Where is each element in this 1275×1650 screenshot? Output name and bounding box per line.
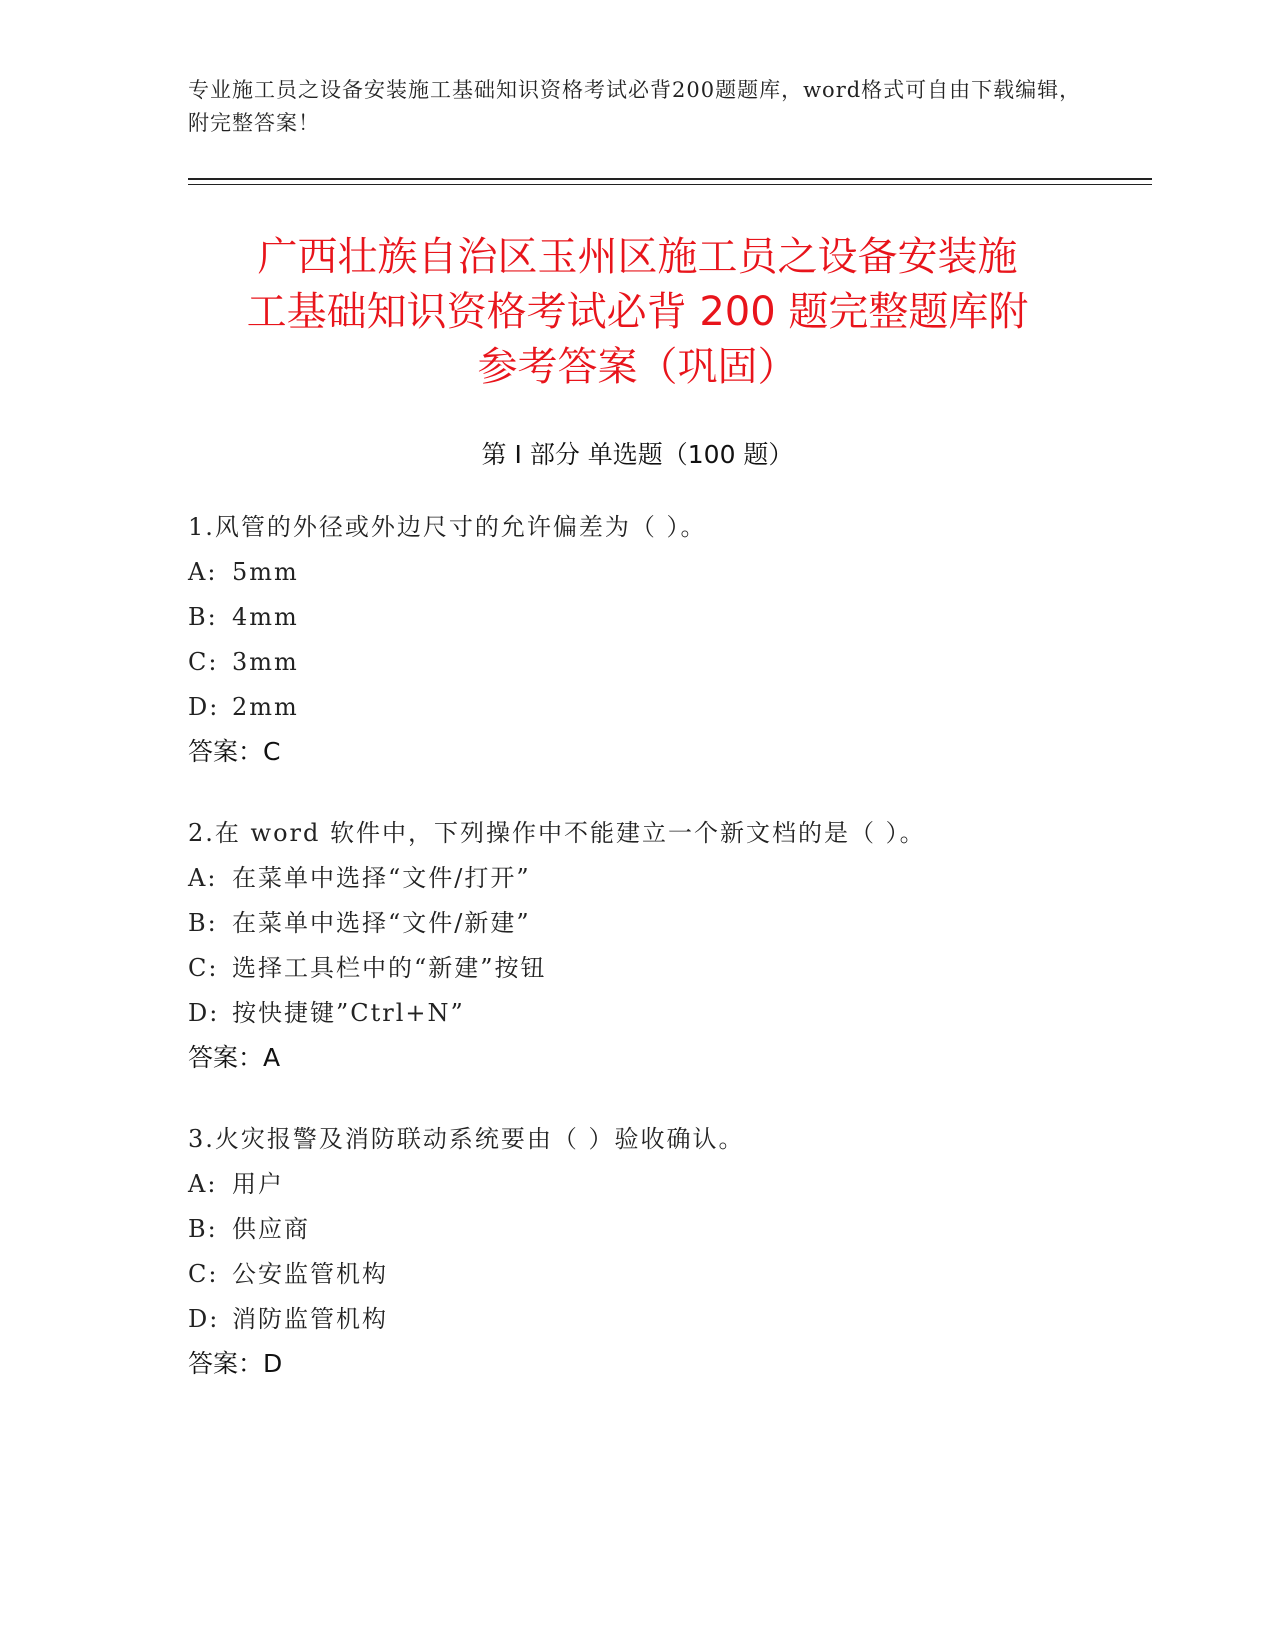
option-text: 选择工具栏中的“新建”按钮 (232, 954, 547, 982)
option-text: 按快捷键”Ctrl+N” (232, 999, 465, 1027)
option-text: 供应商 (232, 1215, 310, 1243)
question-answer: 答案：C (188, 737, 281, 766)
option-letter: A: (188, 864, 218, 892)
option-letter: B: (188, 1215, 218, 1243)
option-text: 4mm (232, 603, 299, 631)
option-text: 公安监管机构 (232, 1260, 388, 1288)
option-letter: B: (188, 909, 218, 937)
option-text: 消防监管机构 (232, 1305, 388, 1333)
question-option (188, 1259, 1168, 1304)
question-stem: 1.风管的外径或外边尺寸的允许偏差为（ ）。 (188, 513, 707, 541)
header-divider-thick (188, 178, 1152, 180)
option-letter: D: (188, 999, 220, 1027)
question-option (188, 998, 1168, 1043)
option-text: 5mm (232, 558, 299, 586)
question-2 (188, 818, 1168, 1073)
question-3 (188, 1124, 1168, 1379)
question-stem: 3.火灾报警及消防联动系统要由（ ）验收确认。 (188, 1125, 745, 1153)
section-heading: 第 I 部分 单选题（100 题） (481, 440, 794, 469)
title-line: 广西壮族自治区玉州区施工员之设备安装施 (257, 234, 1018, 280)
question-option (188, 692, 1168, 737)
option-text: 在菜单中选择“文件/打开” (232, 864, 531, 892)
question-option (188, 602, 1168, 647)
title-line: 工基础知识资格考试必背 200 题完整题库附 (246, 289, 1029, 335)
header-divider-thin (188, 184, 1152, 185)
question-option (188, 863, 1168, 908)
question-answer: 答案：D (188, 1349, 283, 1378)
title-line: 参考答案（巩固） (477, 344, 798, 390)
option-letter: D: (188, 1305, 220, 1333)
question-option (188, 1304, 1168, 1349)
question-option (188, 953, 1168, 998)
document-title (150, 230, 1125, 395)
option-letter: D: (188, 693, 220, 721)
option-text: 在菜单中选择“文件/新建” (232, 909, 531, 937)
option-letter: C: (188, 648, 219, 676)
option-letter: A: (188, 1170, 218, 1198)
option-letter: B: (188, 603, 218, 631)
question-answer: 答案：A (188, 1043, 281, 1072)
option-text: 2mm (232, 693, 299, 721)
option-letter: C: (188, 1260, 219, 1288)
option-letter: A: (188, 558, 218, 586)
question-option (188, 1169, 1168, 1214)
option-text: 用户 (232, 1170, 284, 1198)
question-option (188, 908, 1168, 953)
question-option (188, 1214, 1168, 1259)
header-note: 专业施工员之设备安装施工基础知识资格考试必背200题题库，word格式可自由下载编辑，附完整答案！ (188, 78, 1082, 135)
option-text: 3mm (232, 648, 299, 676)
question-option (188, 557, 1168, 602)
option-letter: C: (188, 954, 219, 982)
question-1 (188, 512, 1168, 767)
question-option (188, 647, 1168, 692)
question-stem: 2.在 word 软件中，下列操作中不能建立一个新文档的是（ ）。 (188, 819, 926, 847)
